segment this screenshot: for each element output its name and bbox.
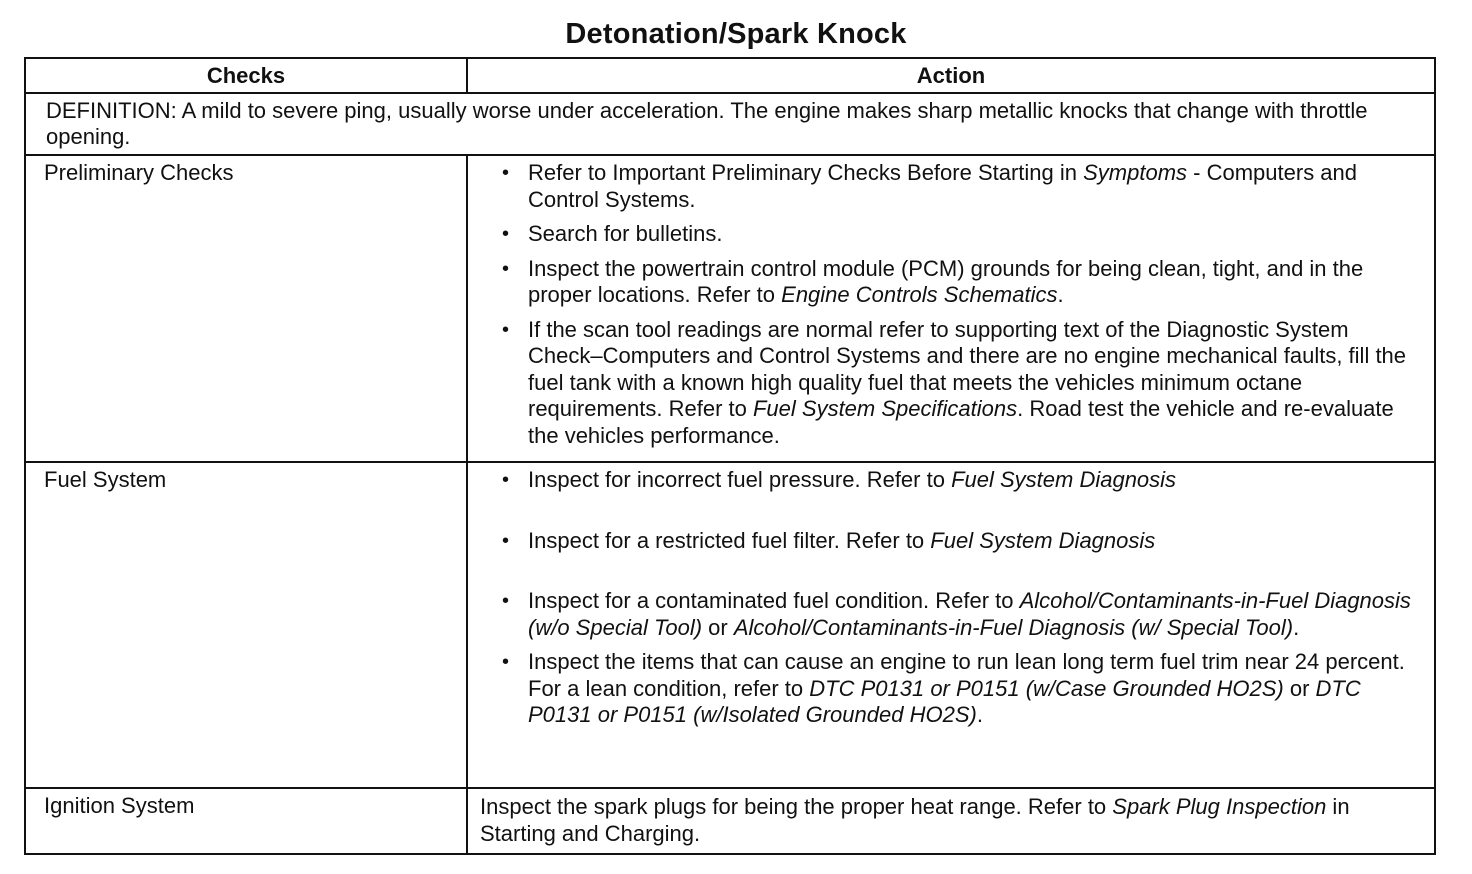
action-list — [502, 160, 1420, 449]
definition-row — [25, 93, 1435, 155]
table-row — [25, 788, 1435, 854]
check-label: Ignition System — [25, 788, 467, 854]
page-title: Detonation/Spark Knock — [565, 18, 907, 50]
action-cell — [467, 462, 1435, 788]
list-item: • Inspect for a restricted fuel filter. Refer to Fuel System Diagnosis — [502, 528, 1420, 555]
list-item: • Search for bulletins. — [502, 221, 1420, 248]
action-header: Action — [467, 58, 1435, 93]
action-list — [502, 467, 1420, 729]
action-cell — [467, 155, 1435, 462]
table-row — [25, 155, 1435, 462]
list-item: • Refer to Important Preliminary Checks Before Starting in Symptoms - Computers and Control Systems. — [502, 160, 1420, 213]
definition-text: DEFINITION: A mild to severe ping, usually worse under acceleration. The engine makes sharp metallic knocks that change with throttle opening. — [25, 93, 1435, 155]
action-cell: Inspect the spark plugs for being the proper heat range. Refer to Spark Plug Inspection in Starting and Charging. — [467, 788, 1435, 854]
list-item: • If the scan tool readings are normal refer to supporting text of the Diagnostic System Check–Computers and Control Systems and there are no engine mechanical faults, fill the fuel tank with a known high quality fuel that meets the vehicles minimum octane requirements. Refer to Fuel System Specifications. Road test the vehicle and re-evaluate the vehicles performance. — [502, 317, 1420, 450]
header-row — [25, 58, 1435, 93]
check-label: Preliminary Checks — [25, 155, 467, 462]
list-item: • Inspect for a contaminated fuel condition. Refer to Alcohol/Contaminants-in-Fuel Diagnosis (w/o Special Tool) or Alcohol/Contaminants-in-Fuel Diagnosis (w/ Special Tool). — [502, 588, 1420, 641]
table-row — [25, 462, 1435, 788]
check-label: Fuel System — [25, 462, 467, 788]
list-item: • Inspect the powertrain control module (PCM) grounds for being clean, tight, and in the proper locations. Refer to Engine Controls Schematics. — [502, 256, 1420, 309]
list-item: • Inspect for incorrect fuel pressure. Refer to Fuel System Diagnosis — [502, 467, 1420, 494]
list-item: • Inspect the items that can cause an engine to run lean long term fuel trim near 24 percent. For a lean condition, refer to DTC P0131 or P0151 (w/Case Grounded HO2S) or DTC P0131 or P0151 (w/Isolated Grounded HO2S). — [502, 649, 1420, 729]
diagnostic-table — [24, 57, 1436, 855]
checks-header: Checks — [25, 58, 467, 93]
